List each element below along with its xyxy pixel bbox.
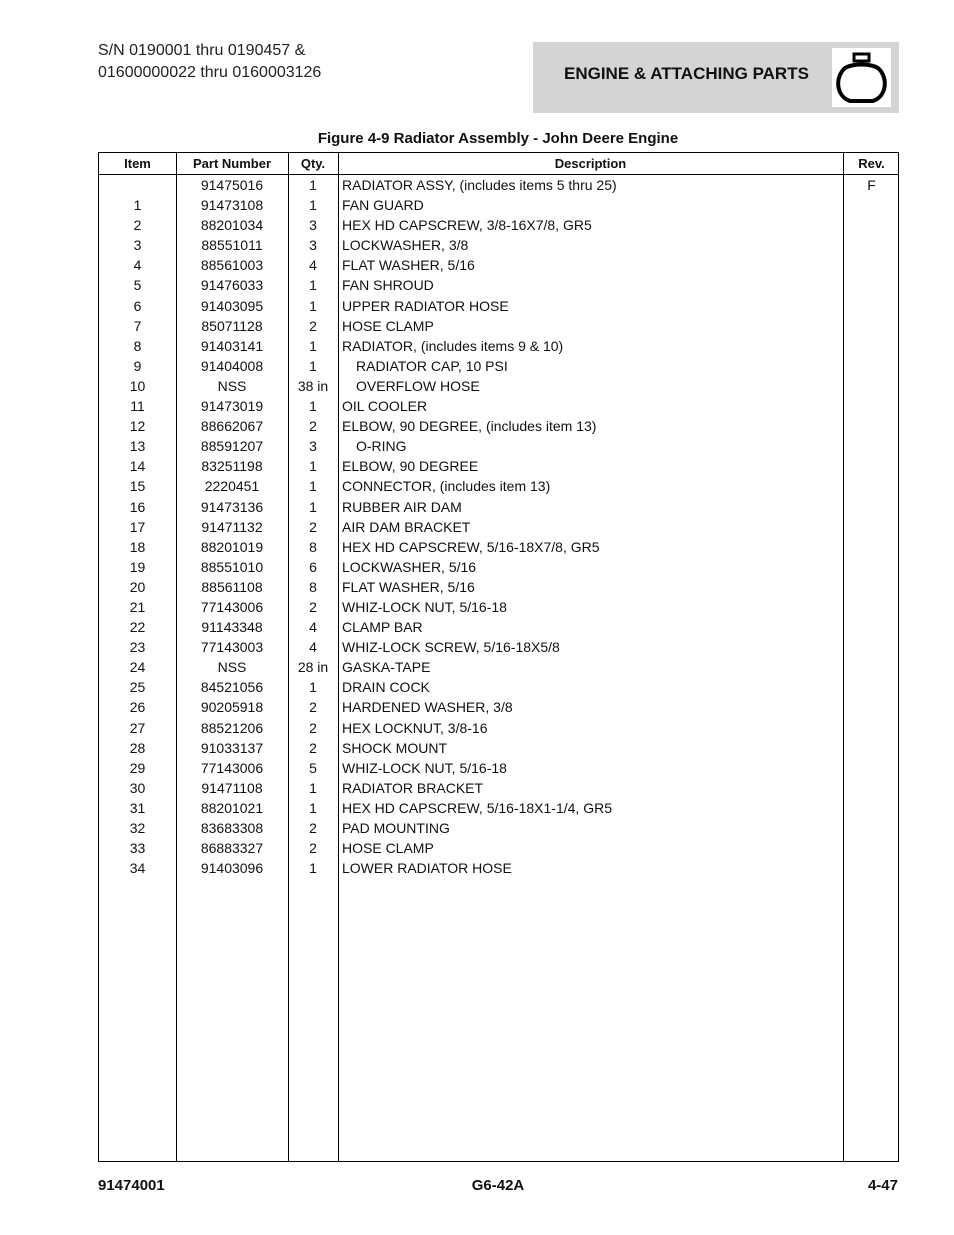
table-row [99,356,898,376]
item-cell: 31 [129,799,146,816]
quantity-cell: 1 [309,357,317,374]
table-row [99,275,898,295]
item-cell: 1 [133,197,142,214]
part-number-cell: 91471132 [201,518,263,535]
table-row [99,557,898,577]
item-cell: 26 [129,699,146,716]
description-cell: HOSE CLAMP [342,840,434,857]
description-cell: ELBOW, 90 DEGREE [342,458,479,475]
quantity-cell: 1 [309,398,317,415]
quantity-cell: 1 [309,197,317,214]
table-row [99,718,898,738]
item-cell: 23 [129,639,146,656]
table-row [99,175,898,195]
item-cell: 24 [129,659,146,676]
table-row [99,296,898,316]
table-row [99,597,898,617]
part-number-cell: 84521056 [200,679,264,696]
quantity-cell: 1 [309,458,317,475]
description-cell: HEX HD CAPSCREW, 5/16-18X7/8, GR5 [342,538,600,555]
quantity-cell: 4 [309,619,317,636]
item-cell: 11 [130,398,145,415]
table-row [99,497,898,517]
table-row [99,577,898,597]
table-row [99,637,898,657]
table-row [99,738,898,758]
item-cell: 9 [133,357,142,374]
quantity-cell: 2 [309,719,317,736]
table-row [99,677,898,697]
part-number-cell: 88561003 [200,257,264,274]
item-cell: 3 [133,237,142,254]
table-row [99,697,898,717]
quantity-cell: 1 [309,860,317,877]
description-cell: LOCKWASHER, 5/16 [342,558,477,575]
table-row [99,617,898,637]
description-cell: O-RING [356,438,407,455]
description-cell: HEX LOCKNUT, 3/8-16 [342,719,488,736]
part-number-cell: 91476033 [200,277,264,294]
quantity-cell: 1 [309,799,317,816]
page-number: 4-47 [867,1177,898,1194]
item-cell: 28 [129,739,146,756]
description-cell: CLAMP BAR [342,619,423,636]
part-number-cell: 88201034 [200,217,264,234]
quantity-cell: 3 [309,217,317,234]
part-number-cell: 91403141 [200,337,264,354]
description-cell: WHIZ-LOCK NUT, 5/16-18 [342,598,507,615]
table-row [99,858,898,878]
quantity-cell: 38 in [297,377,329,394]
table-row [99,215,898,235]
item-cell: 7 [133,317,142,334]
table-row [99,657,898,677]
description-cell: RUBBER AIR DAM [342,498,462,515]
quantity-cell: 2 [309,518,317,535]
item-cell: 27 [129,719,146,736]
table-row [99,195,898,215]
description-cell: OVERFLOW HOSE [356,377,480,394]
quantity-cell: 2 [309,418,317,435]
table-row [99,255,898,275]
figure-title: Figure 4-9 Radiator Assembly - John Deere Engine [317,130,679,147]
part-number-cell: 91475016 [200,177,264,193]
table-row [99,778,898,798]
column-header-qty: Qty. [300,156,326,171]
part-number-cell: 86883327 [200,840,264,857]
document-number: 91474001 [98,1177,165,1194]
column-header-rev: Rev. [858,156,885,171]
item-cell: 4 [133,257,142,274]
part-number-cell: 88521206 [200,719,264,736]
description-cell: LOWER RADIATOR HOSE [342,860,512,877]
description-cell: HEX HD CAPSCREW, 3/8-16X7/8, GR5 [342,217,592,234]
item-cell: 21 [129,598,146,615]
description-cell: HOSE CLAMP [342,317,434,334]
item-cell: 30 [129,779,146,796]
description-cell: RADIATOR CAP, 10 PSI [356,357,508,374]
quantity-cell: 1 [309,337,317,354]
revision-cell: F [867,177,876,193]
model-number: G6-42A [471,1177,525,1194]
description-cell: UPPER RADIATOR HOSE [342,297,509,314]
description-cell: PAD MOUNTING [342,820,450,836]
quantity-cell: 1 [309,297,317,314]
item-cell: 18 [129,538,146,555]
description-cell: AIR DAM BRACKET [342,518,471,535]
description-cell: FAN GUARD [342,197,424,214]
item-cell: 16 [129,498,146,515]
description-cell: FLAT WASHER, 5/16 [342,578,475,595]
engine-icon [832,48,891,107]
table-row [99,818,898,838]
description-cell: RADIATOR BRACKET [342,779,484,796]
quantity-cell: 3 [309,237,317,254]
quantity-cell: 4 [309,639,317,656]
item-cell: 19 [129,558,146,575]
quantity-cell: 8 [309,538,317,555]
table-row [99,798,898,818]
quantity-cell: 1 [309,478,317,495]
quantity-cell: 28 in [297,659,329,676]
part-number-cell: 88201019 [200,538,264,555]
item-cell: 20 [129,578,146,595]
item-cell: 15 [129,478,146,495]
part-number-cell: 77143006 [200,598,264,615]
description-cell: HEX HD CAPSCREW, 5/16-18X1-1/4, GR5 [342,799,612,816]
item-cell: 32 [129,820,146,836]
part-number-cell: 88201021 [200,799,264,816]
part-number-cell: 91404008 [200,357,264,374]
serial-number-block [98,40,321,84]
description-cell: LOCKWASHER, 3/8 [342,237,469,254]
part-number-cell: 77143006 [200,759,264,776]
part-number-cell: 91403095 [200,297,264,314]
item-cell: 2 [133,217,142,234]
table-row [99,336,898,356]
part-number-cell: 91033137 [200,739,264,756]
description-cell: ELBOW, 90 DEGREE, (includes item 13) [342,418,597,435]
quantity-cell: 5 [309,759,317,776]
part-number-cell: 91473136 [200,498,264,515]
item-cell: 13 [129,438,146,455]
item-cell: 5 [133,277,142,294]
table-row [99,235,898,255]
part-number-cell: 2220451 [204,478,260,495]
quantity-cell: 1 [309,779,317,796]
description-cell: FLAT WASHER, 5/16 [342,257,475,274]
description-cell: HARDENED WASHER, 3/8 [342,699,513,716]
quantity-cell: 2 [309,840,317,857]
part-number-cell: 85071128 [201,317,263,334]
quantity-cell: 8 [309,578,317,595]
description-cell: SHOCK MOUNT [342,739,447,756]
part-number-cell: 88551011 [201,237,263,254]
section-header-box [533,42,899,113]
quantity-cell: 2 [309,317,317,334]
description-cell: CONNECTOR, (includes item 13) [342,478,551,495]
description-cell: WHIZ-LOCK NUT, 5/16-18 [342,759,507,776]
item-cell: 33 [129,840,146,857]
part-number-cell: 91473108 [200,197,264,214]
quantity-cell: 1 [309,277,317,294]
part-number-cell: 90205918 [200,699,264,716]
parts-table [98,152,899,1162]
table-row [99,758,898,778]
description-cell: RADIATOR, (includes items 9 & 10) [342,337,564,354]
part-number-cell: 91473019 [200,398,264,415]
part-number-cell: 88551010 [200,558,264,575]
quantity-cell: 1 [309,177,317,193]
item-cell: 10 [129,377,146,394]
quantity-cell: 1 [309,679,317,696]
column-header-part-number: Part Number [192,156,272,171]
table-row [99,376,898,396]
quantity-cell: 2 [309,598,317,615]
item-cell: 29 [129,759,146,776]
serial-line-2: 01600000022 thru 0160003126 [98,64,322,81]
column-header-description: Description [554,156,627,171]
item-cell: 12 [129,418,146,435]
part-number-cell: 88662067 [200,418,264,435]
description-cell: OIL COOLER [342,398,428,415]
part-number-cell: 83683308 [200,820,264,836]
table-row [99,476,898,496]
part-number-cell: 77143003 [200,639,264,656]
description-cell: DRAIN COCK [342,679,430,696]
description-cell: FAN SHROUD [342,277,434,294]
table-row [99,517,898,537]
part-number-cell: 91471108 [201,779,263,796]
table-row [99,537,898,557]
quantity-cell: 3 [309,438,317,455]
table-row [99,396,898,416]
part-number-cell: 91403096 [200,860,264,877]
quantity-cell: 2 [309,699,317,716]
serial-line-1: S/N 0190001 thru 0190457 & [98,42,306,59]
table-row [99,436,898,456]
item-cell: 14 [129,458,146,475]
item-cell: 8 [133,337,142,354]
item-cell: 22 [129,619,146,636]
quantity-cell: 4 [309,257,317,274]
part-number-cell: 83251198 [201,458,263,475]
table-row [99,316,898,336]
item-cell: 17 [129,518,146,535]
description-cell: WHIZ-LOCK SCREW, 5/16-18X5/8 [342,639,560,656]
table-row [99,456,898,476]
part-number-cell: NSS [217,377,247,394]
item-cell: 25 [129,679,146,696]
description-cell: GASKA-TAPE [342,659,431,676]
table-row [99,838,898,858]
section-title: ENGINE & ATTACHING PARTS [564,64,809,83]
part-number-cell: NSS [217,659,247,676]
quantity-cell: 6 [309,558,317,575]
table-body [99,175,898,878]
quantity-cell: 2 [309,739,317,756]
quantity-cell: 2 [309,820,317,836]
part-number-cell: 91143348 [201,619,263,636]
quantity-cell: 1 [309,498,317,515]
part-number-cell: 88561108 [201,578,263,595]
item-cell: 34 [129,860,146,877]
item-cell: 6 [133,297,142,314]
part-number-cell: 88591207 [200,438,264,455]
column-header-item: Item [124,156,151,171]
description-cell: RADIATOR ASSY, (includes items 5 thru 25) [342,177,617,193]
table-row [99,416,898,436]
